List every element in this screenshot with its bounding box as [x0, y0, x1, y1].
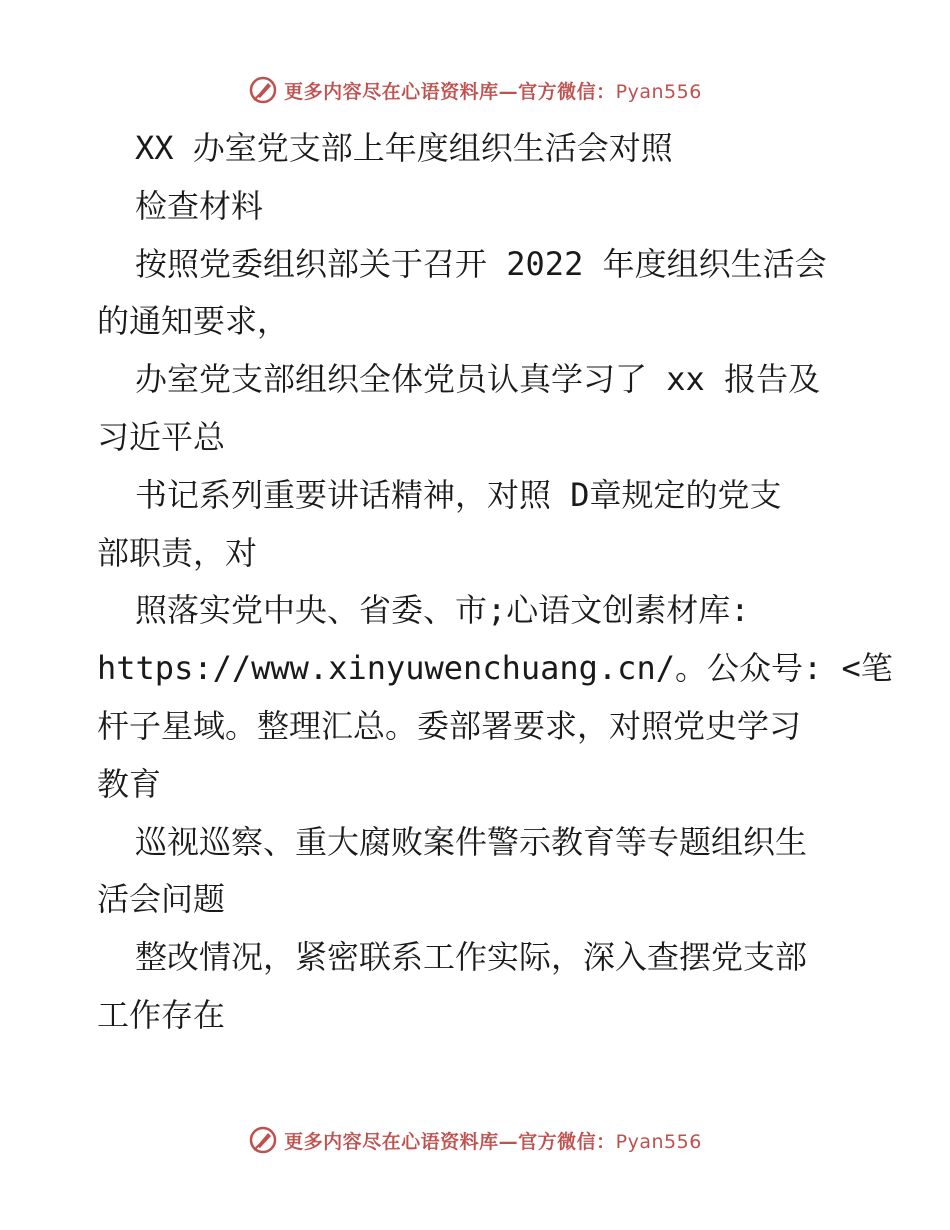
watermark-text: 更多内容尽在心语资料库—官方微信：Pyan556 — [284, 1130, 702, 1153]
paragraph-line: 教育 — [97, 764, 162, 803]
paragraph-line: 杆子星域。整理汇总。委部署要求，对照党史学习 — [97, 706, 802, 745]
paragraph-line: 书记系列重要讲话精神，对照 D章规定的党支 — [135, 475, 782, 514]
paragraph-line: 巡视巡察、重大腐败案件警示教育等专题组织生 — [135, 822, 808, 861]
header-watermark — [0, 72, 950, 108]
paragraph-line: 工作存在 — [97, 995, 226, 1034]
quill-badge-icon — [248, 75, 278, 105]
quill-badge-icon — [248, 1125, 278, 1155]
watermark-text: 更多内容尽在心语资料库—官方微信：Pyan556 — [284, 80, 702, 103]
document-title-line-1: XX 办室党支部上年度组织生活会对照 — [135, 129, 673, 167]
paragraph-line: 部职责，对 — [97, 533, 258, 572]
watermark-wechat-id: Pyan556 — [615, 1130, 702, 1153]
paragraph-line: 活会问题 — [97, 880, 226, 919]
paragraph-line: 按照党委组织部关于召开 2022 年度组织生活会 — [135, 244, 827, 283]
paragraph-line: 的通知要求， — [97, 302, 290, 341]
document-body — [97, 120, 893, 1045]
paragraph-line: 照落实党中央、省委、市;心语文创素材库: — [135, 591, 750, 630]
paragraph-line: 办室党支部组织全体党员认真学习了 xx 报告及 — [135, 360, 821, 399]
paragraph-line: 习近平总 — [97, 417, 226, 456]
paragraph-line: https://www.xinyuwenchuang.cn/。公众号: <笔 — [97, 649, 893, 688]
watermark-wechat-id: Pyan556 — [615, 80, 702, 103]
footer-watermark — [0, 1122, 950, 1158]
document-title-line-2: 检查材料 — [135, 186, 264, 225]
paragraph-line: 整改情况，紧密联系工作实际，深入查摆党支部 — [135, 938, 808, 977]
